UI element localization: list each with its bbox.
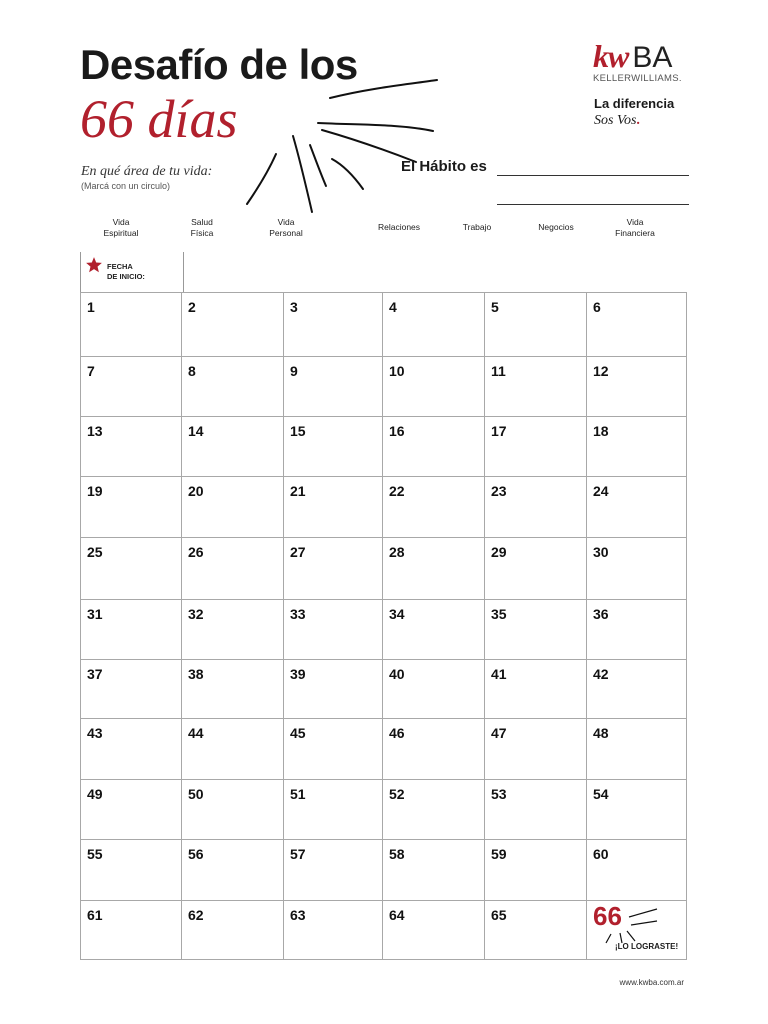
day-number: 38	[188, 666, 204, 682]
life-area-option[interactable]	[76, 217, 166, 239]
day-number: 58	[389, 846, 405, 862]
area-note: (Marcá con un circulo)	[81, 181, 171, 191]
day-cell[interactable]	[283, 292, 382, 356]
day-cell[interactable]	[484, 718, 586, 779]
day-number: 55	[87, 846, 103, 862]
day-number: 50	[188, 786, 204, 802]
logo-region: BA	[632, 41, 673, 74]
life-area-option[interactable]	[511, 222, 601, 233]
day-number: 13	[87, 423, 103, 439]
day-number: 60	[593, 846, 609, 862]
day-cell[interactable]	[586, 356, 687, 416]
start-date-label-line1: FECHA	[107, 262, 133, 271]
life-area-label-line1: Vida	[277, 217, 295, 227]
life-area-label: Relaciones	[377, 222, 421, 232]
day-cell[interactable]	[586, 718, 687, 779]
day-cell[interactable]	[80, 599, 181, 659]
day-cell[interactable]	[181, 292, 283, 356]
day-number: 36	[593, 606, 609, 622]
day-cell[interactable]	[181, 779, 283, 839]
day-number: 17	[491, 423, 507, 439]
day-cell[interactable]	[80, 900, 181, 960]
day-number: 40	[389, 666, 405, 682]
day-number: 63	[290, 907, 306, 923]
life-area-label: Física	[190, 228, 214, 238]
day-cell[interactable]	[80, 779, 181, 839]
day-number: 9	[290, 363, 298, 379]
day-cell[interactable]	[484, 599, 586, 659]
life-area-label: Financiera	[615, 228, 655, 238]
day-cell[interactable]	[181, 416, 283, 476]
area-question: En qué área de tu vida:	[81, 164, 213, 179]
day-cell[interactable]	[382, 659, 484, 718]
day-number: 48	[593, 725, 609, 741]
day-cell[interactable]	[484, 416, 586, 476]
day-number: 30	[593, 544, 609, 560]
website-url[interactable]: www.kwba.com.ar	[619, 978, 684, 987]
day-cell[interactable]	[80, 356, 181, 416]
day-cell[interactable]	[382, 292, 484, 356]
day-number: 15	[290, 423, 306, 439]
day-number: 1	[87, 299, 95, 315]
day-number: 7	[87, 363, 95, 379]
day-cell[interactable]	[181, 900, 283, 960]
day-cell[interactable]	[382, 900, 484, 960]
day-number: 35	[491, 606, 507, 622]
kwba-logo	[593, 40, 693, 84]
final-day-number: 66	[593, 901, 622, 931]
day-number: 6	[593, 299, 601, 315]
day-cell[interactable]	[586, 779, 687, 839]
life-area-label: Negocios	[538, 222, 574, 232]
habit-field-line-2[interactable]	[497, 204, 689, 205]
day-cell[interactable]	[80, 537, 181, 599]
day-cell[interactable]	[484, 476, 586, 537]
day-cell[interactable]	[382, 779, 484, 839]
celebration-rays	[587, 901, 688, 961]
life-area-option[interactable]	[590, 217, 680, 239]
day-cell[interactable]	[382, 476, 484, 537]
day-cell[interactable]	[382, 416, 484, 476]
life-area-label: Personal	[269, 228, 303, 238]
day-number: 33	[290, 606, 306, 622]
logo-company: KELLERWILLIAMS.	[593, 73, 682, 84]
day-number: 25	[87, 544, 103, 560]
day-number: 53	[491, 786, 507, 802]
day-number: 31	[87, 606, 103, 622]
day-number: 20	[188, 483, 204, 499]
day-number: 28	[389, 544, 405, 560]
day-number: 43	[87, 725, 103, 741]
day-number: 26	[188, 544, 204, 560]
day-number: 64	[389, 907, 405, 923]
day-cell[interactable]	[484, 292, 586, 356]
day-cell[interactable]	[283, 718, 382, 779]
day-number: 62	[188, 907, 204, 923]
day-number: 8	[188, 363, 196, 379]
life-area-option[interactable]	[241, 217, 331, 239]
success-message: ¡LO LOGRASTE!	[615, 942, 679, 951]
page-title: Desafío de los	[80, 41, 358, 88]
day-number: 14	[188, 423, 204, 439]
life-area-label: Trabajo	[462, 222, 492, 232]
day-number: 12	[593, 363, 609, 379]
day-cell[interactable]	[586, 537, 687, 599]
day-cell[interactable]	[181, 599, 283, 659]
day-cell[interactable]	[181, 356, 283, 416]
day-cell[interactable]	[181, 537, 283, 599]
day-cell[interactable]	[382, 839, 484, 900]
day-number: 2	[188, 299, 196, 315]
day-cell[interactable]	[586, 659, 687, 718]
day-number: 59	[491, 846, 507, 862]
day-number: 10	[389, 363, 405, 379]
day-number: 19	[87, 483, 103, 499]
tagline-line2	[594, 113, 640, 129]
day-cell[interactable]	[181, 659, 283, 718]
day-number: 46	[389, 725, 405, 741]
day-cell[interactable]	[283, 356, 382, 416]
day-cell[interactable]	[586, 292, 687, 356]
day-number: 61	[87, 907, 103, 923]
day-number: 41	[491, 666, 507, 682]
day-number: 52	[389, 786, 405, 802]
day-number: 44	[188, 725, 204, 741]
day-cell[interactable]	[283, 416, 382, 476]
day-number: 23	[491, 483, 507, 499]
day-cell[interactable]	[80, 839, 181, 900]
day-cell[interactable]	[283, 900, 382, 960]
life-area-label-line1: Vida	[112, 217, 130, 227]
day-number: 39	[290, 666, 306, 682]
day-number: 42	[593, 666, 609, 682]
day-number: 51	[290, 786, 306, 802]
day-cell[interactable]	[181, 839, 283, 900]
day-number: 22	[389, 483, 405, 499]
day-number: 56	[188, 846, 204, 862]
day-cell[interactable]	[283, 779, 382, 839]
day-cell[interactable]	[80, 416, 181, 476]
day-cell[interactable]	[586, 839, 687, 900]
habit-field-line-1[interactable]	[497, 175, 689, 176]
day-cell[interactable]	[80, 659, 181, 718]
life-area-option[interactable]	[354, 222, 444, 233]
day-cell[interactable]	[283, 599, 382, 659]
day-cell[interactable]	[586, 476, 687, 537]
day-number: 65	[491, 907, 507, 923]
day-cell[interactable]	[484, 356, 586, 416]
day-cell[interactable]	[484, 659, 586, 718]
day-number: 3	[290, 299, 298, 315]
day-cell[interactable]	[586, 599, 687, 659]
start-date-label-line2: DE INICIO:	[107, 272, 145, 281]
day-cell[interactable]	[586, 416, 687, 476]
day-number: 5	[491, 299, 499, 315]
day-cell[interactable]	[484, 779, 586, 839]
day-number: 32	[188, 606, 204, 622]
day-number: 24	[593, 483, 609, 499]
day-number: 27	[290, 544, 306, 560]
day-cell[interactable]	[283, 839, 382, 900]
day-cell[interactable]	[283, 476, 382, 537]
life-area-option[interactable]	[432, 222, 522, 233]
day-cell[interactable]	[382, 718, 484, 779]
day-number: 11	[491, 363, 506, 379]
day-cell[interactable]	[80, 292, 181, 356]
day-cell[interactable]	[283, 537, 382, 599]
day-cell[interactable]	[382, 537, 484, 599]
day-cell[interactable]	[484, 900, 586, 960]
day-cell[interactable]	[484, 839, 586, 900]
day-number: 18	[593, 423, 609, 439]
day-cell[interactable]	[283, 659, 382, 718]
life-area-label-line1: Vida	[626, 217, 644, 227]
day-number: 34	[389, 606, 405, 622]
day-number: 54	[593, 786, 609, 802]
day-number: 16	[389, 423, 405, 439]
tagline-dot: .	[636, 113, 640, 128]
day-cell[interactable]	[181, 718, 283, 779]
day-cell[interactable]	[80, 476, 181, 537]
logo-mark: kw	[593, 38, 629, 74]
day-number: 21	[290, 483, 306, 499]
tagline-text: Sos Vos	[594, 113, 637, 128]
day-number: 37	[87, 666, 103, 682]
day-number: 47	[491, 725, 507, 741]
life-area-label-line1: Salud	[191, 217, 213, 227]
day-cell[interactable]	[80, 718, 181, 779]
star-icon	[85, 256, 103, 274]
day-cell[interactable]	[382, 599, 484, 659]
day-number: 57	[290, 846, 306, 862]
day-number: 49	[87, 786, 103, 802]
day-number: 29	[491, 544, 507, 560]
life-area-label: Espiritual	[103, 228, 139, 238]
day-cell[interactable]	[382, 356, 484, 416]
page-title-accent: 66 días	[80, 89, 238, 149]
day-cell[interactable]	[484, 537, 586, 599]
start-date-label	[107, 262, 173, 282]
final-day-cell[interactable]	[586, 900, 687, 960]
day-number: 45	[290, 725, 306, 741]
habit-label: El Hábito es	[401, 158, 487, 175]
start-date-box[interactable]	[80, 252, 184, 292]
day-number: 4	[389, 299, 397, 315]
tagline-line1: La diferencia	[594, 96, 675, 111]
day-cell[interactable]	[181, 476, 283, 537]
life-area-option[interactable]	[157, 217, 247, 239]
